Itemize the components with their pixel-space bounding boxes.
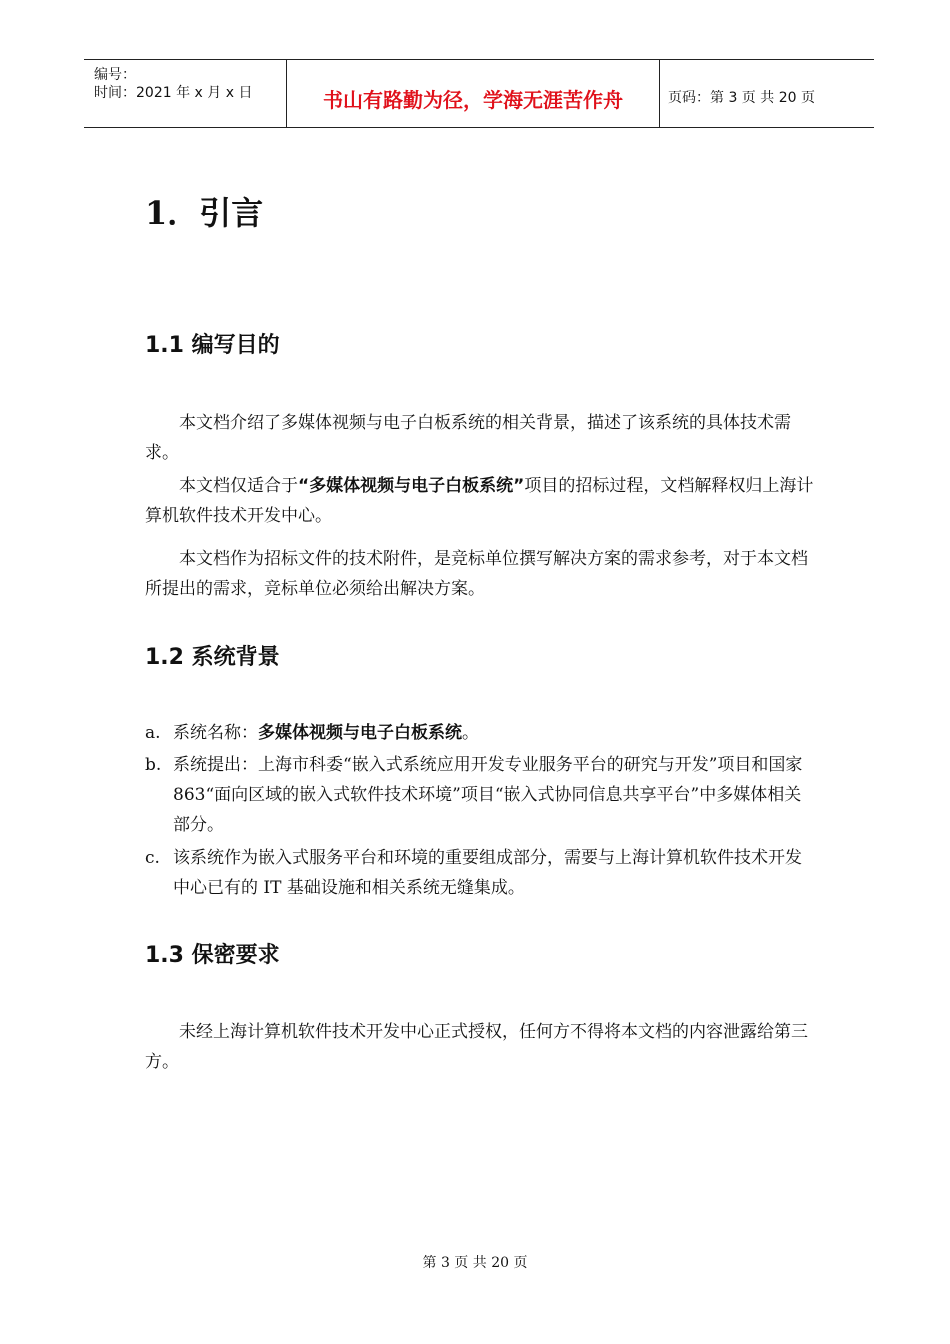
- document-time-label: 时间：2021 年 x 月 x 日: [94, 85, 253, 101]
- purpose-paragraph-3: [145, 544, 815, 604]
- purpose-paragraph-1-text: 本文档介绍了多媒体视频与电子白板系统的相关背景，描述了该系统的具体技术需求。: [145, 413, 791, 463]
- list-marker: c.: [145, 848, 160, 868]
- confidentiality-paragraph-text: 未经上海计算机软件技术开发中心正式授权，任何方不得将本文档的内容泄露给第三方。: [145, 1022, 808, 1072]
- header-page-info: 页码：第 3 页 共 20 页: [668, 90, 815, 106]
- purpose-paragraph-2: [145, 471, 815, 531]
- confidentiality-paragraph: [145, 1017, 815, 1077]
- list-marker: a.: [145, 723, 161, 743]
- purpose-paragraph-2-pre: 本文档仅适合于: [179, 476, 298, 496]
- purpose-paragraph-2-post: 项目的招标过程，文档解释权归上海计算机软件技术开发中心。: [145, 476, 814, 526]
- list-item-text: 该系统作为嵌入式服务平台和环境的重要组成部分，需要与上海计算机软件技术开发中心已有的 IT 基础设施和相关系统无缝集成。: [173, 848, 802, 898]
- document-number-label: 编号：: [94, 67, 136, 83]
- list-item: [145, 843, 815, 903]
- purpose-paragraph-3-text: 本文档作为招标文件的技术附件，是竞标单位撰写解决方案的需求参考，对于本文档所提出的需求，竞标单位必须给出解决方案。: [145, 549, 808, 599]
- purpose-paragraph-1: [145, 408, 815, 468]
- page-footer: 第 3 页 共 20 页: [422, 1255, 528, 1271]
- list-item-text: 系统提出：上海市科委“嵌入式系统应用开发专业服务平台的研究与开发”项目和国家 863“面向区域的嵌入式软件技术环境”项目“嵌入式协同信息共享平台”中多媒体相关部分。: [173, 755, 803, 835]
- header-motto: 书山有路勤为径，学海无涯苦作舟: [323, 88, 623, 112]
- section-title-background: 1.2 系统背景: [145, 645, 280, 670]
- header-motto-cell: [286, 60, 660, 127]
- list-marker: b.: [145, 755, 162, 775]
- project-name-emphasis: “多媒体视频与电子白板系统”: [298, 476, 525, 496]
- list-item-text: 系统名称：: [173, 723, 258, 743]
- list-item: [145, 718, 815, 748]
- list-item-text-end: 。: [462, 723, 479, 743]
- list-item: [145, 750, 815, 840]
- header-page-cell: [659, 60, 874, 127]
- page-header: [84, 59, 874, 128]
- chapter-title: 1．引言: [145, 194, 264, 232]
- system-name-emphasis: 多媒体视频与电子白板系统: [258, 723, 462, 743]
- header-meta-cell: [84, 60, 286, 127]
- section-title-purpose: 1.1 编写目的: [145, 333, 280, 358]
- section-title-confidentiality: 1.3 保密要求: [145, 943, 280, 968]
